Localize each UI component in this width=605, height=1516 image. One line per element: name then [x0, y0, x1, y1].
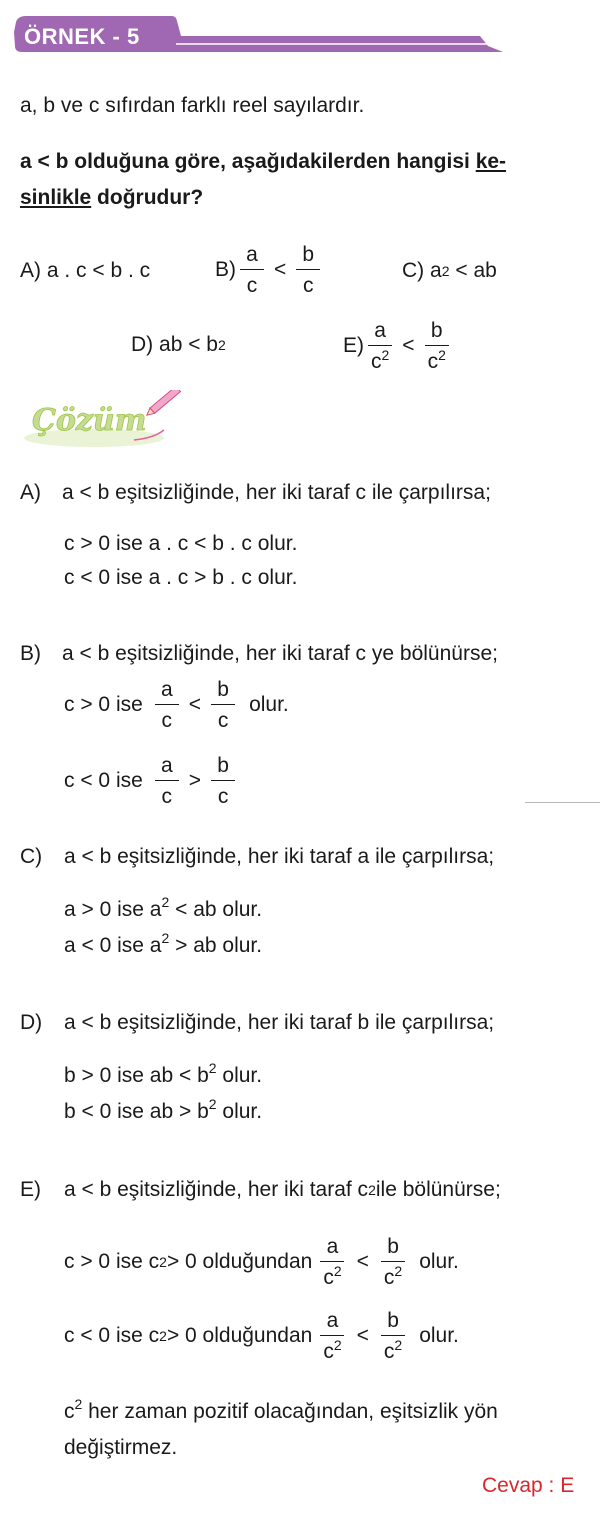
line-text: b < 0 ise ab > b — [64, 1100, 209, 1123]
frac-num: a — [320, 1236, 344, 1262]
operator: < — [188, 693, 202, 716]
option-b-op: < — [274, 258, 287, 281]
line-text: c — [64, 1400, 75, 1423]
line-text: c > 0 ise c — [64, 1250, 160, 1273]
exponent: 2 — [74, 1396, 83, 1412]
solution-a-line-2: c < 0 ise a . c > b . c olur. — [64, 566, 298, 589]
frac-den-exp: 2 — [438, 347, 446, 363]
frac-den — [381, 1336, 405, 1362]
frac-den: c — [217, 785, 229, 808]
option-b-frac-2 — [296, 244, 320, 296]
frac-num: a — [155, 679, 179, 705]
solution-a-line-1: c > 0 ise a . c < b . c olur. — [64, 532, 298, 555]
solution-d-label: D) — [20, 1011, 43, 1034]
answer-label: Cevap : E — [482, 1474, 575, 1497]
line-text: > 0 olduğundan — [166, 1250, 313, 1273]
option-d: D) ab < b 2 — [131, 333, 226, 356]
line-text: her zaman pozitif olacağından, eşitsizlik yön — [82, 1400, 498, 1423]
pencil-icon — [145, 390, 181, 418]
line-text: > 0 olduğundan — [166, 1324, 313, 1347]
fraction — [155, 755, 179, 807]
question-line-2 — [20, 186, 203, 210]
end-text: olur. — [419, 1324, 459, 1347]
option-e-frac-2 — [425, 320, 449, 372]
line-text: > ab olur. — [169, 934, 263, 957]
option-e — [343, 320, 453, 372]
conclusion-line-1 — [64, 1396, 498, 1424]
frac-den-base: c — [323, 1340, 334, 1363]
question-keyword-1: ke- — [475, 150, 507, 173]
solution-d-line-1 — [64, 1060, 263, 1088]
example-title: ÖRNEK - 5 — [24, 24, 140, 49]
solution-d-line-2 — [64, 1096, 263, 1124]
solution-b-label: B) — [20, 642, 41, 665]
solution-c-line-1 — [64, 894, 263, 922]
option-b — [215, 244, 324, 296]
frac-den: c — [246, 274, 258, 297]
fraction — [381, 1236, 405, 1288]
line-text: c < 0 ise c — [64, 1324, 160, 1347]
solution-e-line-2: c < 0 ise c 2 > 0 olduğundan $\frac{a}{c^2}$ < $\frac{b}{c^2}$ olur. — [64, 1309, 459, 1363]
fraction — [211, 679, 235, 731]
operator: < — [356, 1250, 369, 1273]
frac-num: b — [381, 1236, 405, 1262]
frac-den-exp: 2 — [394, 1337, 403, 1353]
line-text: a > 0 ise a — [64, 898, 162, 921]
condition-text: c < 0 ise — [64, 769, 143, 792]
solution-a-intro — [20, 481, 491, 505]
frac-den-base: c — [371, 350, 382, 373]
exponent: 2 — [161, 894, 170, 910]
solution-e-label: E) — [20, 1178, 41, 1201]
fraction — [381, 1310, 405, 1362]
option-a-label: A) — [20, 259, 41, 282]
fraction — [211, 755, 235, 807]
option-c-rest: < ab — [455, 259, 497, 282]
solution-d-intro-text: a < b eşitsizliğinde, her iki taraf b ile çarpılırsa; — [64, 1011, 495, 1034]
frac-den-exp: 2 — [333, 1337, 342, 1353]
frac-num: a — [155, 755, 179, 781]
option-c-label: C) — [402, 259, 425, 282]
solution-logo — [14, 390, 189, 455]
frac-den-base: c — [383, 1266, 395, 1289]
question-intro: a, b ve c sıfırdan farklı reel sayılardır. — [20, 94, 365, 117]
solution-c-intro-text: a < b eşitsizliğinde, her iki taraf a ile çarpılırsa; — [64, 845, 495, 868]
question-line-1 — [20, 150, 506, 174]
option-e-op: < — [402, 334, 415, 357]
frac-den: c — [217, 709, 229, 732]
end-text: olur. — [249, 693, 289, 716]
question-keyword-2: sinlikle — [20, 186, 92, 209]
frac-den — [425, 346, 449, 372]
exponent: 2 — [208, 1060, 217, 1076]
option-c-base: a — [430, 259, 442, 282]
frac-num: a — [368, 320, 392, 346]
frac-den — [368, 346, 392, 372]
frac-num: b — [296, 244, 320, 270]
solution-c-intro — [20, 845, 494, 869]
frac-den-exp: 2 — [394, 1263, 403, 1279]
solution-e-intro: E) a < b eşitsizliğinde, her iki taraf c 2 ile bölünürse; — [20, 1178, 501, 1201]
solution-b-intro — [20, 642, 498, 666]
operator: < — [356, 1324, 369, 1347]
solution-b-intro-text: a < b eşitsizliğinde, her iki taraf c ye bölünürse; — [62, 642, 498, 665]
frac-den-base: c — [427, 350, 439, 373]
line-text: olur. — [216, 1064, 263, 1087]
option-e-label: E) — [343, 334, 364, 357]
frac-den — [320, 1262, 344, 1288]
frac-den: c — [161, 709, 173, 732]
solution-logo-graphic — [14, 390, 189, 455]
frac-den-exp: 2 — [333, 1263, 342, 1279]
solution-b-line-1 — [64, 679, 289, 731]
frac-den-exp: 2 — [381, 347, 390, 363]
operator: > — [188, 769, 202, 792]
line-text: a < b eşitsizliğinde, her iki taraf c — [64, 1178, 369, 1201]
example-banner — [10, 8, 505, 58]
option-a — [20, 259, 150, 283]
frac-den — [381, 1262, 405, 1288]
option-c: C) a 2 < ab — [402, 259, 497, 282]
end-text: olur. — [419, 1250, 459, 1273]
frac-num: b — [381, 1310, 405, 1336]
conclusion-line-2: değiştirmez. — [64, 1436, 178, 1459]
frac-den: c — [161, 785, 173, 808]
frac-den-base: c — [323, 1266, 334, 1289]
line-text: a < 0 ise a — [64, 934, 162, 957]
option-a-expr: a . c < b . c — [46, 259, 151, 282]
solution-b-line-2 — [64, 755, 239, 807]
frac-num: a — [240, 244, 264, 270]
frac-den — [320, 1336, 344, 1362]
question-text-1: a < b olduğuna göre, aşağıdakilerden hangisi — [20, 150, 476, 173]
solution-d-intro — [20, 1011, 494, 1035]
frac-num: b — [211, 755, 235, 781]
option-e-frac-1 — [368, 320, 392, 372]
option-d-expr: ab < b — [159, 333, 218, 356]
line-text: < ab olur. — [169, 898, 263, 921]
solution-logo-text: Çözüm — [32, 403, 147, 438]
solution-c-label: C) — [20, 845, 43, 868]
fraction — [320, 1236, 344, 1288]
option-d-label: D) — [131, 333, 154, 356]
solution-c-line-2 — [64, 930, 263, 958]
line-text: b > 0 ise ab < b — [64, 1064, 209, 1087]
solution-a-intro-text: a < b eşitsizliğinde, her iki taraf c ile çarpılırsa; — [62, 481, 491, 504]
question-text-2: doğrudur? — [91, 186, 204, 209]
frac-num: a — [320, 1310, 344, 1336]
exponent: 2 — [161, 930, 170, 946]
frac-num: b — [211, 679, 235, 705]
line-text: ile bölünürse; — [375, 1178, 501, 1201]
condition-text: c > 0 ise — [64, 693, 143, 716]
solution-a-label: A) — [20, 481, 41, 504]
option-b-frac-1 — [240, 244, 264, 296]
solution-e-line-1: c > 0 ise c 2 > 0 olduğundan $\frac{a}{c^2}$ < $\frac{b}{c^2}$ olur. — [64, 1235, 459, 1289]
divider — [525, 802, 600, 803]
fraction — [320, 1310, 344, 1362]
frac-den: c — [303, 274, 314, 297]
option-b-label: B) — [215, 258, 236, 281]
frac-den-base: c — [383, 1340, 395, 1363]
line-text: olur. — [216, 1100, 263, 1123]
frac-num: b — [425, 320, 449, 346]
fraction — [155, 679, 179, 731]
exponent: 2 — [208, 1096, 217, 1112]
